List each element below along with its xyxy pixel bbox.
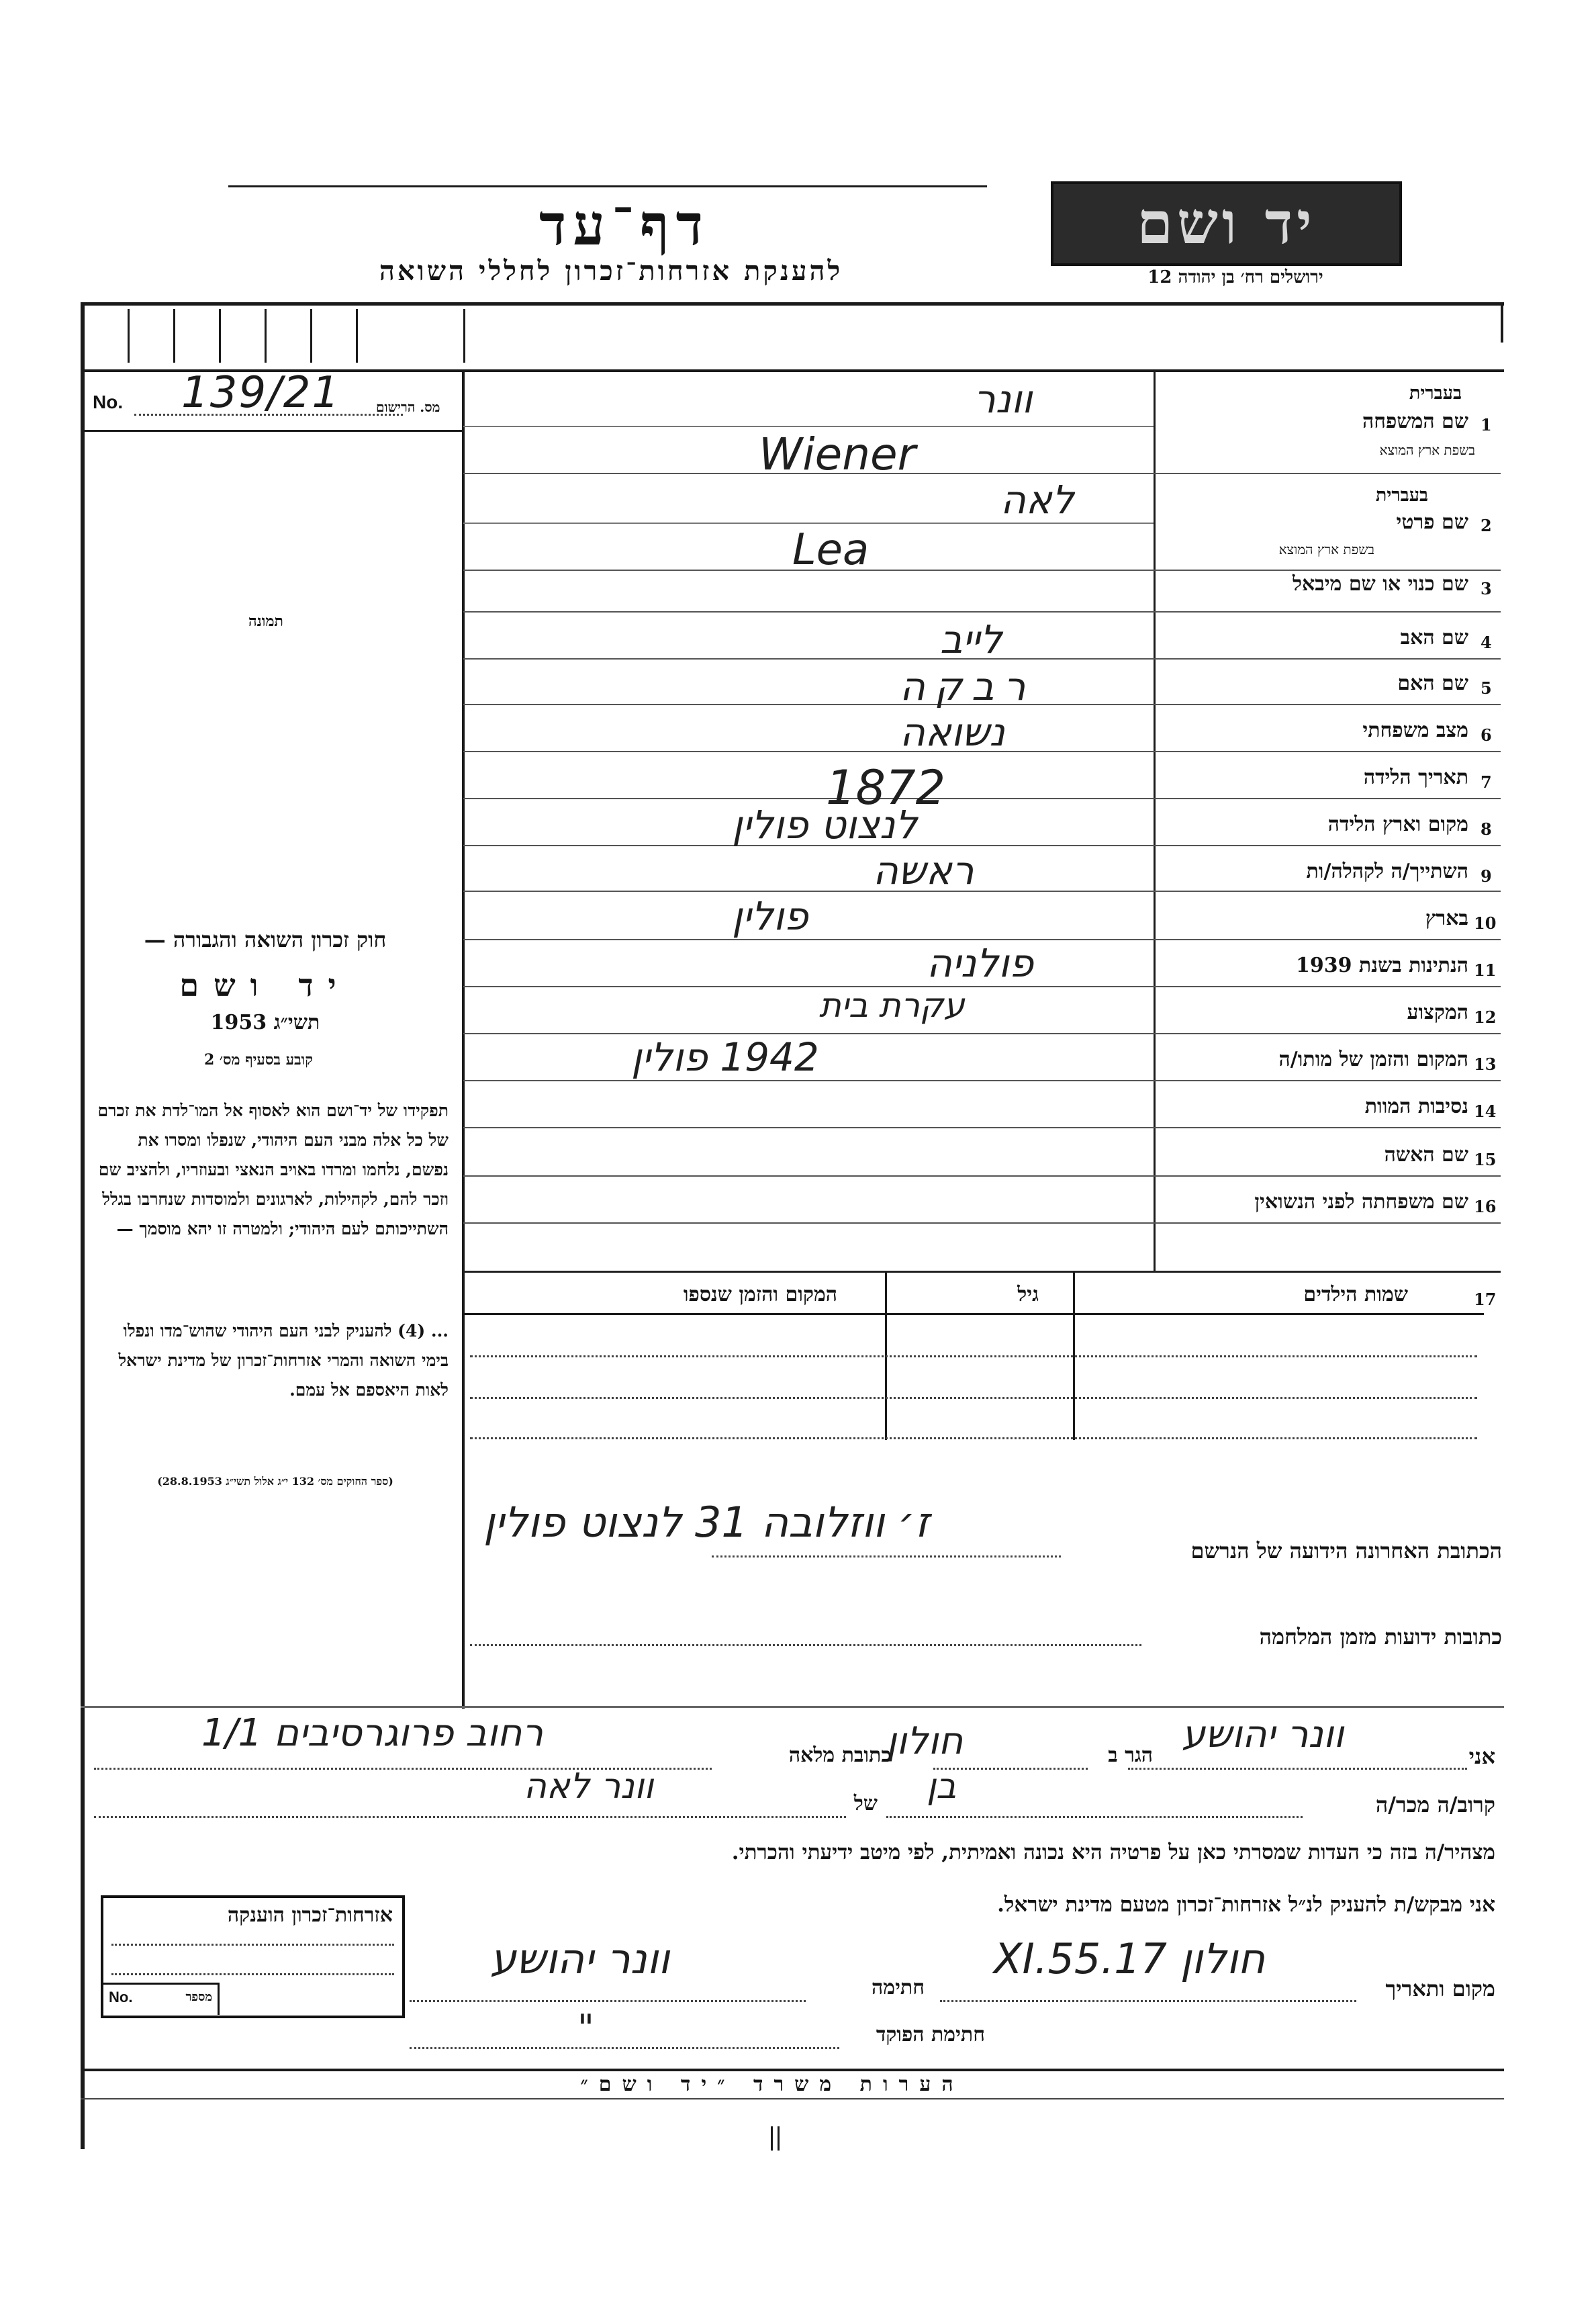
field-6-value: נשואה	[900, 709, 1005, 755]
field-2-hebrew-sub: בעברית	[1375, 485, 1428, 506]
place-date-label: מקום ותאריך	[1385, 1976, 1495, 2001]
place-date-value: חולון 17.XI.55	[994, 1934, 1266, 1983]
field-9-label: השתייך/ה לקהלה/ות	[1306, 860, 1468, 883]
field-16-label: שם משפחתה לפני הנשואין	[1254, 1190, 1468, 1214]
signature-label: חתימה	[872, 1976, 925, 1999]
field-11-value: פולניה	[927, 940, 1034, 986]
office-address: ירושלים רח׳ בן יהודה 12	[1147, 267, 1323, 287]
field-5-value: רבקה	[900, 664, 1035, 709]
request-text: אני מבקש/ת להעניק לנ״ל אזרחות־זכרון מטעם מדינת ישראל.	[997, 1893, 1495, 1917]
officer-signature-label: חתימת הפוקד	[876, 2023, 985, 2046]
field-8-value: לנצוט פולין	[732, 802, 918, 848]
field-10-label: בארץ	[1425, 907, 1468, 930]
form-subtitle: להענקת אזרחות־זכרון לחללי השואה	[379, 255, 843, 287]
field-7-value: 1872	[826, 760, 946, 815]
grant-box-number-label: מספר	[185, 1990, 212, 2004]
field-2-origin-sub: בשפת ארץ המוצא	[1278, 541, 1374, 557]
full-address-value: רחוב פרוגרסיבים 1/1	[201, 1711, 544, 1755]
of-value: וונר לאה	[524, 1766, 654, 1807]
field-3-number: 3	[1481, 579, 1492, 598]
field-2-label: שם פרטי	[1396, 510, 1468, 534]
lives-in-label: הגר ב	[1108, 1744, 1153, 1767]
field-1-hebrew-sub: בעברית	[1409, 383, 1462, 404]
field-1-number: 1	[1481, 415, 1492, 435]
field-13-value: 1942 פולין	[631, 1034, 819, 1080]
field-12-label: המקצוע	[1407, 1001, 1468, 1024]
field-1-value-latin: Wiener	[759, 428, 916, 480]
law-title: חוק זכרון השואה והגבורה —	[144, 927, 387, 952]
office-remarks-label: הערות משרד ״יד ושם״	[580, 2073, 964, 2096]
signature-value: וונר יהושע	[490, 1934, 670, 1983]
registry-number-label: מס. הרישום	[376, 399, 440, 415]
law-source: (ספר החוקים מס׳ 132 י״ג אלול תשי״ג 28.8.1953)	[157, 1475, 393, 1488]
children-age-header: גיל	[1017, 1283, 1039, 1306]
field-7-number: 7	[1481, 772, 1492, 792]
field-11-label: הנתינות בשנת 1939	[1295, 954, 1468, 977]
field-2-number: 2	[1481, 516, 1492, 535]
declarant-label: אני	[1468, 1744, 1495, 1769]
field-13-number: 13	[1474, 1054, 1497, 1074]
field-15-label: שם האשה	[1384, 1143, 1468, 1167]
of-label: של	[853, 1792, 878, 1815]
field-4-label: שם האב	[1400, 626, 1468, 649]
field-1-origin-sub: בשפת ארץ המוצא	[1379, 442, 1475, 458]
registry-no-label: No.	[93, 392, 124, 412]
field-1-value-hebrew: וונר	[974, 376, 1033, 422]
officer-signature-mark: "	[577, 2007, 596, 2049]
field-10-value: פולין	[732, 893, 808, 939]
law-clause: קובע בסעיף מס׳ 2	[203, 1051, 314, 1069]
grant-box-title: אזרחות־זכרון הוענקה	[227, 1903, 393, 1927]
field-2-value-latin: Lea	[792, 525, 870, 575]
last-address-value: ז׳ ווזלובה 31 לנצוט פולין	[483, 1498, 930, 1547]
war-addresses-label: כתובות ידועות מזמן המלחמה	[1259, 1624, 1502, 1649]
children-place-header: המקום והזמן שנספו	[683, 1283, 837, 1306]
field-11-number: 11	[1474, 960, 1497, 980]
field-15-number: 15	[1474, 1150, 1497, 1169]
field-14-number: 14	[1474, 1101, 1497, 1121]
field-7-label: תאריך הלידה	[1363, 766, 1468, 789]
law-text-grant: ... (4) להעניק לבני העם היהודי שהוש־מדו ונפלו בימי השואה והמרי אזרחות־זכרון של מדינת ישראל לאות היאספם אל עמם.	[118, 1321, 449, 1400]
field-2-value-hebrew: לאה	[1000, 477, 1074, 523]
relative-value: בן	[927, 1766, 957, 1807]
law-year: תשי״ג 1953	[210, 1011, 320, 1034]
field-5-label: שם האם	[1397, 672, 1468, 695]
field-12-number: 12	[1474, 1007, 1497, 1027]
field-9-number: 9	[1481, 866, 1492, 886]
field-14-label: נסיבות המוות	[1364, 1095, 1468, 1118]
children-names-header: שמות הילדים	[1303, 1283, 1408, 1306]
field-9-value: ראשה	[873, 848, 974, 893]
law-text-purpose: תפקידו של יד־ושם הוא לאסוף אל המו־לדת את זכרם של כל אלה מבני העם היהודי, שנפלו ומסרו את נפשם, נלחמו ומרדו באויב הנאצי ובעוזריו, ולהציב שם וזכר להם, לקהילות, לארגונים ולמוסדות שנחרבו בגלל השתייכותם לעם היהודי; ולמטרה זו יהא מוסמך —	[97, 1101, 449, 1238]
form-title: דף־עד	[538, 191, 710, 258]
photo-label: תמונה	[248, 613, 283, 630]
field-3-label: שם כנוי או שם מיבאל	[1292, 572, 1468, 596]
logo-text: יד ושם	[1137, 189, 1316, 257]
field-4-value: לייב	[940, 617, 1002, 662]
field-12-value: עקרת בית	[819, 986, 965, 1025]
relative-label: קרוב/ה מכר/ה	[1375, 1792, 1495, 1817]
field-17-number: 17	[1474, 1290, 1497, 1309]
declaration-text: מצהיר/ה בזה כי העדות שמסרתי כאן על פרטיה היא נכונה ואמיתית, לפי מיטב ידיעתי והכרתי.	[731, 1840, 1495, 1864]
field-16-number: 16	[1474, 1197, 1497, 1216]
declarant-name: וונר יהושע	[1182, 1713, 1344, 1756]
last-address-label: הכתובת האחרונה הידועה של הנרשם	[1190, 1538, 1502, 1564]
field-5-number: 5	[1481, 678, 1492, 698]
field-13-label: המקום והזמן של מותו/ה	[1278, 1048, 1468, 1071]
field-1-label: שם המשפחה	[1362, 410, 1468, 433]
registry-number-value: 139/21	[181, 368, 341, 418]
law-name: יד ושם	[179, 967, 351, 1003]
field-4-number: 4	[1481, 633, 1492, 652]
field-6-number: 6	[1481, 725, 1492, 745]
grant-box	[101, 1895, 405, 2018]
field-10-number: 10	[1474, 913, 1497, 933]
field-6-label: מצב משפחתי	[1362, 719, 1468, 742]
field-8-label: מקום וארץ הלידה	[1327, 813, 1468, 836]
lives-in-value: חולון	[886, 1719, 964, 1763]
full-address-label: כתובת מלאה	[788, 1744, 891, 1767]
grant-box-no-label: No.	[109, 1989, 133, 2005]
logo	[1051, 181, 1402, 266]
field-8-number: 8	[1481, 819, 1492, 839]
